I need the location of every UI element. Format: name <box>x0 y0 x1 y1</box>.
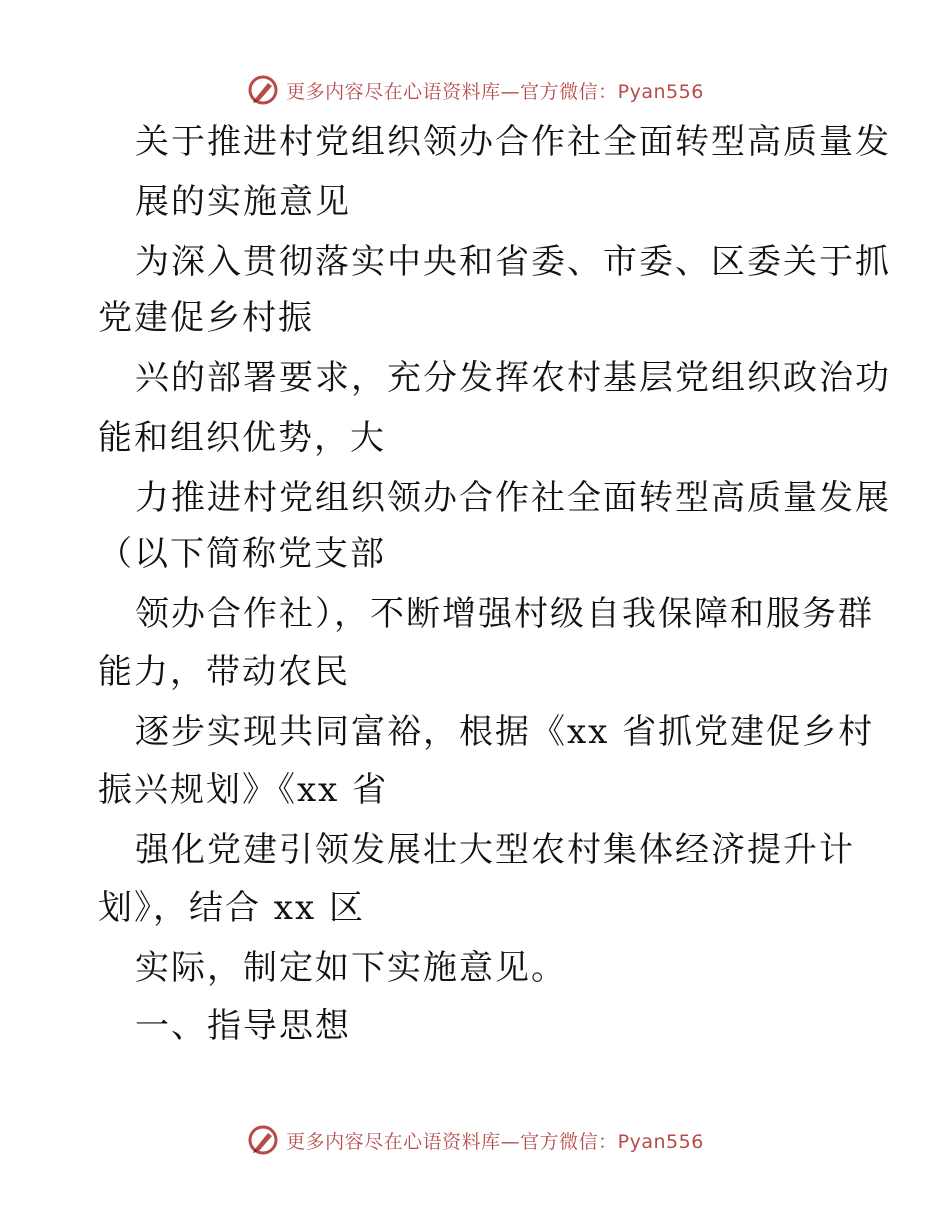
doc-line: 党建促乡村振 <box>98 298 314 338</box>
doc-line: 能和组织优势，大 <box>98 418 386 458</box>
doc-line: 强化党建引领发展壮大型农村集体经济提升计 <box>135 830 855 870</box>
doc-line: 实际，制定如下实施意见。 <box>135 948 567 988</box>
doc-line: 展的实施意见 <box>135 182 351 222</box>
footer-watermark <box>0 1120 950 1160</box>
doc-line: 领办合作社），不断增强村级自我保障和服务群 <box>135 594 874 634</box>
doc-line: 关于推进村党组织领办合作社全面转型高质量发 <box>135 122 891 162</box>
doc-line: 划》，结合 xx 区 <box>98 888 365 928</box>
watermark-text: 更多内容尽在心语资料库—官方微信：Pyan556 <box>286 1130 704 1153</box>
watermark-text: 更多内容尽在心语资料库—官方微信：Pyan556 <box>286 80 704 103</box>
pen-logo-icon <box>246 73 280 107</box>
doc-line: 能力，带动农民 <box>98 652 350 692</box>
doc-line: 振兴规划》《xx 省 <box>98 770 389 810</box>
header-watermark <box>0 70 950 110</box>
doc-line: 逐步实现共同富裕，根据《xx 省抓党建促乡村 <box>135 712 875 752</box>
doc-line: （以下简称党支部 <box>98 534 386 574</box>
doc-line: 为深入贯彻落实中央和省委、市委、区委关于抓 <box>135 242 891 282</box>
pen-logo-icon <box>246 1123 280 1157</box>
doc-line: 兴的部署要求，充分发挥农村基层党组织政治功 <box>135 358 891 398</box>
section-heading: 一、指导思想 <box>135 1006 351 1046</box>
doc-line: 力推进村党组织领办合作社全面转型高质量发展 <box>135 478 891 518</box>
